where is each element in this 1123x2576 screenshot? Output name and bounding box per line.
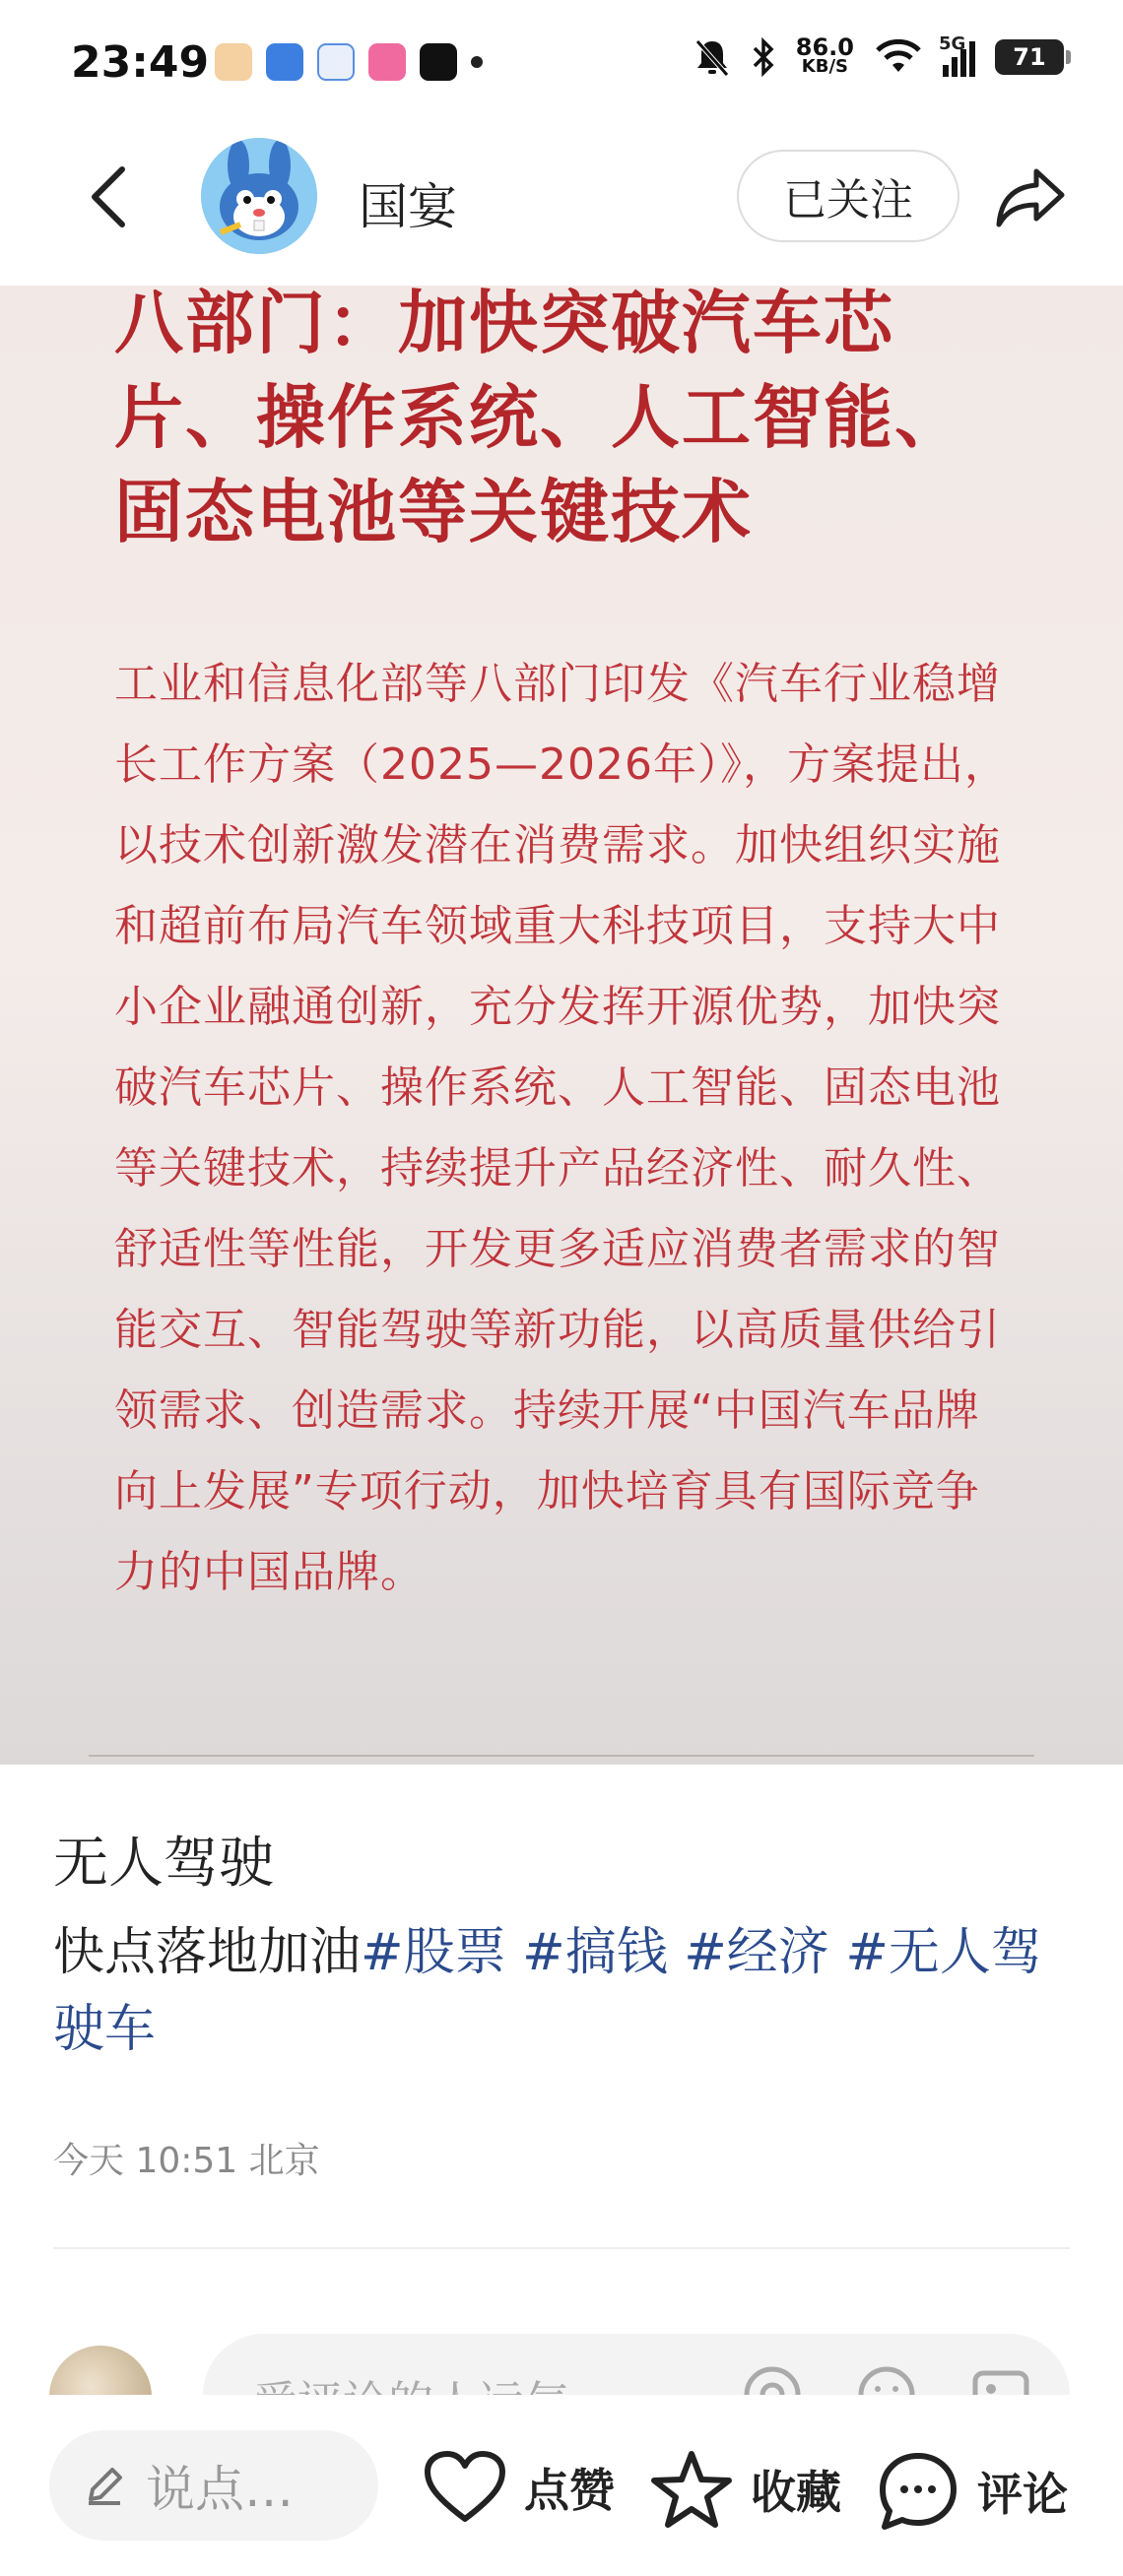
signal-bar-icon: [969, 41, 975, 77]
notification-icons: [215, 43, 483, 81]
app-notification-icon: [420, 43, 457, 81]
like-button[interactable]: [424, 2450, 615, 2525]
follow-button[interactable]: 已关注: [737, 150, 959, 242]
status-indicators: [694, 33, 1064, 77]
post-text: 快点落地加油: [53, 1923, 362, 1982]
post-body: [53, 1914, 1078, 2068]
post-meta: 今天 10:51 北京: [53, 2141, 320, 2181]
say-something-input[interactable]: [49, 2430, 378, 2541]
net-speed-value: 86.0: [795, 33, 854, 61]
mute-icon: [694, 37, 731, 77]
image-body-text: 工业和信息化部等八部门印发《汽车行业稳增长工作方案（2025—2026年）》，方案提出，以技术创新激发潜在消费需求。加快组织实施和超前布局汽车领域重大科技项目，支持大中小企业融通创新，充分发挥开源优势，加快突破汽车芯片、操作系统、人工智能、固态电池等关键技术，持续提升产品经济性、耐久性、舒适性等性能，开发更多适应消费者需求的智能交互、智能驾驶等新功能，以高质量供给引领需求、创造需求。持续开展“中国汽车品牌向上发展”专项行动，加快培育具有国际竞争力的中国品牌。: [114, 659, 1009, 1597]
status-bar: [0, 0, 1123, 128]
signal-bar-icon: [952, 57, 958, 77]
share-icon: [995, 165, 1066, 228]
comment-label: 评论: [977, 2468, 1068, 2521]
net-speed-unit: KB/S: [801, 56, 848, 77]
post-header: [0, 128, 1123, 286]
pencil-icon: [83, 2464, 126, 2507]
bluetooth-icon: [751, 37, 776, 77]
chevron-left-icon: [89, 165, 128, 228]
cellular-signal: [939, 33, 975, 77]
comment-button[interactable]: [877, 2450, 1068, 2533]
post-image[interactable]: [0, 286, 1123, 1765]
bottom-action-bar: [0, 2395, 1123, 2576]
like-label: 点赞: [524, 2464, 615, 2517]
comment-bubble-icon: [877, 2450, 959, 2533]
more-notifications-dot-icon: [471, 56, 483, 68]
net-speed: [795, 33, 854, 77]
collect-label: 收藏: [751, 2466, 841, 2519]
image-headline: 八部门：加快突破汽车芯片、操作系统、人工智能、固态电池等关键技术: [114, 286, 965, 552]
wifi-icon: [874, 38, 923, 76]
say-placeholder: 说点…: [146, 2461, 294, 2518]
image-divider: [89, 1755, 1034, 1757]
network-type: 5G: [939, 33, 966, 54]
bunny-avatar-icon: [201, 138, 317, 254]
post-title: 无人驾驶: [53, 1832, 274, 1896]
hashtag-link[interactable]: #经济: [684, 1923, 829, 1982]
signal-bar-icon: [943, 65, 949, 77]
hashtag-link[interactable]: #股票: [361, 1923, 506, 1982]
app-notification-icon: [215, 43, 252, 81]
divider: [53, 2247, 1070, 2249]
status-time: 23:49: [71, 37, 210, 88]
collect-button[interactable]: [650, 2450, 841, 2529]
hashtag-link[interactable]: #无人驾驶车: [53, 1923, 1042, 2059]
app-notification-icon: [266, 43, 303, 81]
share-button[interactable]: [991, 158, 1070, 236]
app-notification-icon: [368, 43, 406, 81]
star-icon: [650, 2450, 733, 2529]
author-avatar[interactable]: [201, 138, 317, 254]
hashtag-link[interactable]: #搞钱: [522, 1923, 668, 1982]
back-button[interactable]: [79, 158, 138, 236]
battery-indicator: 71: [995, 39, 1064, 75]
author-name[interactable]: 国宴: [359, 178, 457, 235]
app-notification-icon: [317, 43, 355, 81]
heart-icon: [424, 2450, 506, 2525]
